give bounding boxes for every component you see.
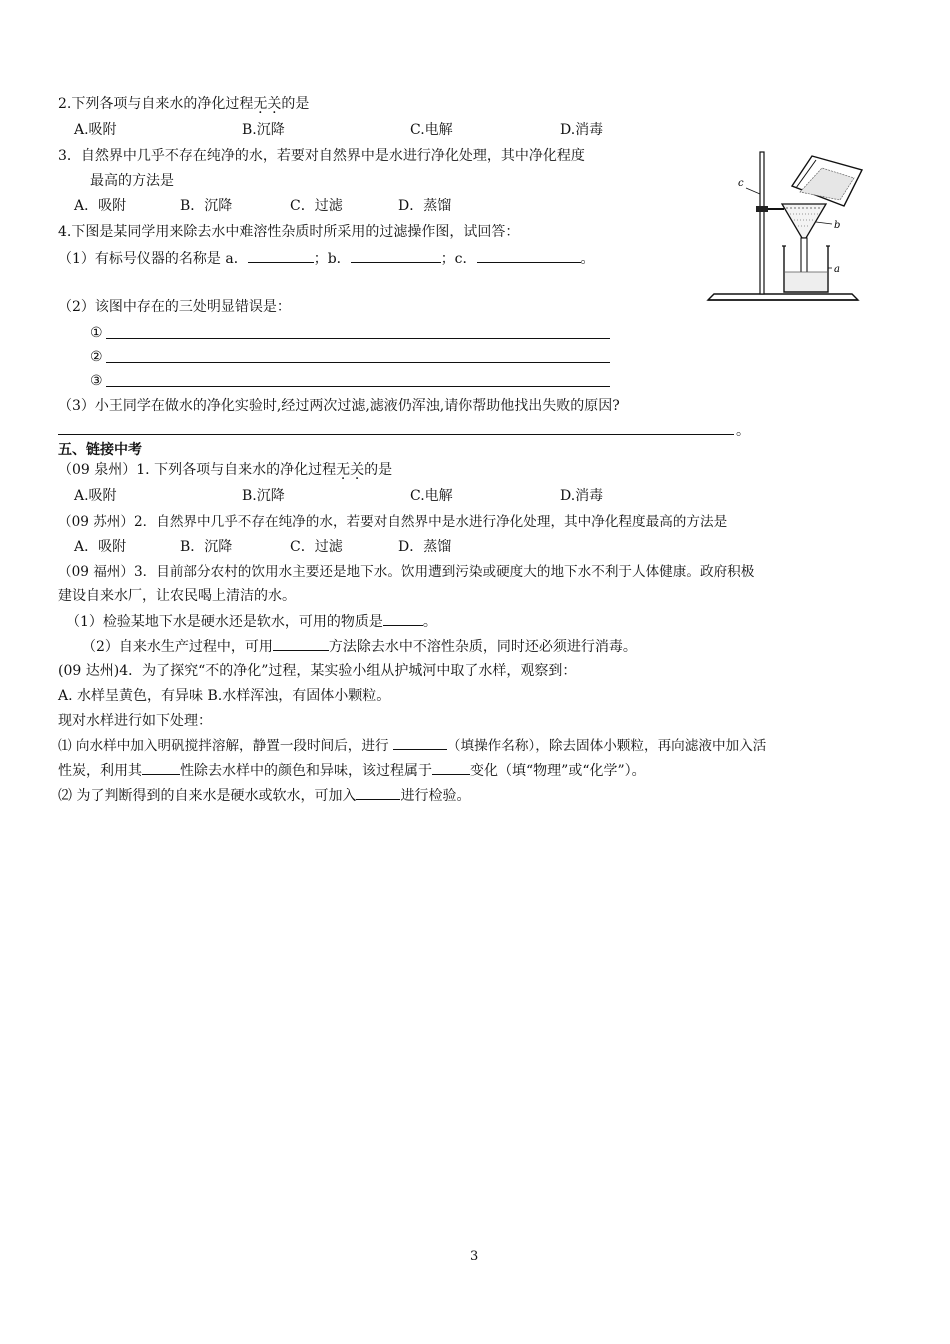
e3-line1: （09 福州）3．目前部分农村的饮用水主要还是地下水。饮用遭到污染或硬度大的地下水不利于人体健康。政府积极 (58, 564, 755, 580)
e3-sub2 (82, 636, 637, 657)
e1-stem-post: 的是 (364, 462, 393, 478)
funnel (782, 204, 826, 238)
e1-option-d: D.消毒 (560, 488, 604, 504)
e4-line6-post: 进行检验。 (400, 788, 471, 804)
answer-blank-e4-2[interactable] (142, 760, 180, 775)
e3-sub1-pre: （1）检验某地下水是硬水还是软水，可用的物质是 (66, 614, 383, 630)
ring-clamp (756, 206, 768, 212)
filtration-apparatus-figure (704, 148, 880, 312)
q4-sub1-pre: （1）有标号仪器的名称是 a． (58, 251, 248, 267)
error-mark-2: ② (90, 349, 103, 365)
answer-blank-e4-3[interactable] (432, 760, 470, 775)
q3-stem-line2: 最高的方法是 (90, 173, 174, 189)
e3-sub2-pre: （2）自来水生产过程中，可用 (82, 639, 273, 655)
emphasis-dot-char: 无 (253, 96, 268, 112)
e4-line5-b: 性除去水样中的颜色和异味，该过程属于 (180, 763, 432, 779)
q2-stem (58, 94, 309, 114)
answer-blank-e4-1[interactable] (393, 735, 447, 750)
q4-sub1 (58, 248, 595, 269)
emphasis-dot-char: 无 (336, 462, 351, 478)
label-b: b (834, 220, 841, 231)
stand-rod (760, 152, 764, 294)
emphasis-dot-char: 关 (350, 462, 365, 478)
q4-sub1-c: ；c． (440, 251, 477, 267)
e4-line4 (58, 735, 766, 756)
e3-sub1 (66, 611, 437, 632)
e4-line6-pre: ⑵ 为了判断得到的自来水是硬水或软水，可加入 (58, 788, 357, 804)
e3-sub2-post: 方法除去水中不溶性杂质，同时还必须进行消毒。 (328, 639, 637, 655)
answer-blank-c[interactable] (477, 248, 581, 263)
answer-blank-e3-1[interactable] (383, 611, 423, 626)
stand-base (708, 294, 858, 300)
q3-stem-line1: 3．自然界中几乎不存在纯净的水，若要对自然界中是水进行净化处理，其中净化程度 (58, 148, 585, 164)
e4-line5 (58, 760, 646, 781)
e4-line1: (09 达州)4．为了探究“不的净化”过程，某实验小组从护城河中取了水样，观察到： (58, 663, 577, 679)
e4-line5-c: 变化（填“物理”或“化学”）。 (470, 763, 646, 779)
e4-line6 (58, 785, 470, 806)
funnel-stem (801, 238, 807, 274)
e1-stem-pre: （09 泉州）1. 下列各项与自来水的净化过程 (58, 462, 337, 478)
e2-option-d: D．蒸馏 (398, 539, 452, 555)
reason-answer-line[interactable] (58, 434, 734, 435)
q4-sub1-b: ；b． (313, 251, 351, 267)
q4-sub3-end: 。 (736, 423, 750, 439)
q4-stem: 4.下图是某同学用来除去水中难溶性杂质时所采用的过滤操作图，试回答： (58, 224, 520, 240)
e2-option-a: A．吸附 (74, 539, 127, 555)
answer-blank-b[interactable] (351, 248, 441, 263)
answer-blank-a[interactable] (248, 248, 314, 263)
q2-stem-pre: 2.下列各项与自来水的净化过程 (58, 96, 254, 112)
answer-blank-e4-4[interactable] (356, 785, 400, 800)
page-number: 3 (470, 1249, 479, 1264)
q2-stem-post: 的是 (281, 96, 310, 112)
error-mark-1: ① (90, 325, 103, 341)
q2-option-a: A.吸附 (74, 122, 117, 138)
q4-sub1-end: 。 (580, 251, 595, 267)
e1-option-c: C.电解 (410, 488, 453, 504)
e2-option-c: C．过滤 (290, 539, 343, 555)
e4-line2: A. 水样呈黄色，有异味 B.水样浑浊，有固体小颗粒。 (58, 688, 391, 704)
error-answer-line-3[interactable] (106, 386, 610, 387)
label-c: c (738, 178, 744, 189)
emphasis-dot-char: 关 (267, 96, 282, 112)
q3-option-a: A．吸附 (74, 198, 127, 214)
e1-stem (58, 460, 392, 480)
e4-line3: 现对水样进行如下处理： (58, 713, 212, 729)
e3-line2: 建设自来水厂，让农民喝上清洁的水。 (58, 588, 296, 604)
e4-line5-a: 性炭，利用其 (58, 763, 142, 779)
e2-stem: （09 苏州）2．自然界中几乎不存在纯净的水，若要对自然界中是水进行净化处理，其中净化程度最高的方法是 (58, 514, 728, 530)
e2-option-b: B．沉降 (180, 539, 233, 555)
section-title: 五、链接中考 (58, 442, 142, 458)
q4-sub3: （3）小王同学在做水的净化实验时,经过两次过滤,滤液仍浑浊,请你帮助他找出失败的原因? (58, 398, 620, 414)
error-mark-3: ③ (90, 373, 103, 389)
q2-option-b: B.沉降 (242, 122, 285, 138)
q3-option-d: D．蒸馏 (398, 198, 452, 214)
q2-option-c: C.电解 (410, 122, 453, 138)
q3-option-b: B．沉降 (180, 198, 233, 214)
answer-blank-e3-2[interactable] (273, 636, 329, 651)
e3-sub1-end: 。 (422, 614, 437, 630)
error-answer-line-1[interactable] (106, 338, 610, 339)
q3-option-c: C．过滤 (290, 198, 343, 214)
q2-option-d: D.消毒 (560, 122, 604, 138)
e4-line4-post: （填操作名称），除去固体小颗粒，再向滤液中加入活 (446, 738, 767, 754)
q4-sub2: （2）该图中存在的三处明显错误是： (58, 299, 291, 315)
label-a: a (834, 264, 840, 275)
e4-line4-pre: ⑴ 向水样中加入明矾搅拌溶解，静置一段时间后，进行 (58, 738, 393, 754)
e1-option-a: A.吸附 (74, 488, 117, 504)
error-answer-line-2[interactable] (106, 362, 610, 363)
e1-option-b: B.沉降 (242, 488, 285, 504)
